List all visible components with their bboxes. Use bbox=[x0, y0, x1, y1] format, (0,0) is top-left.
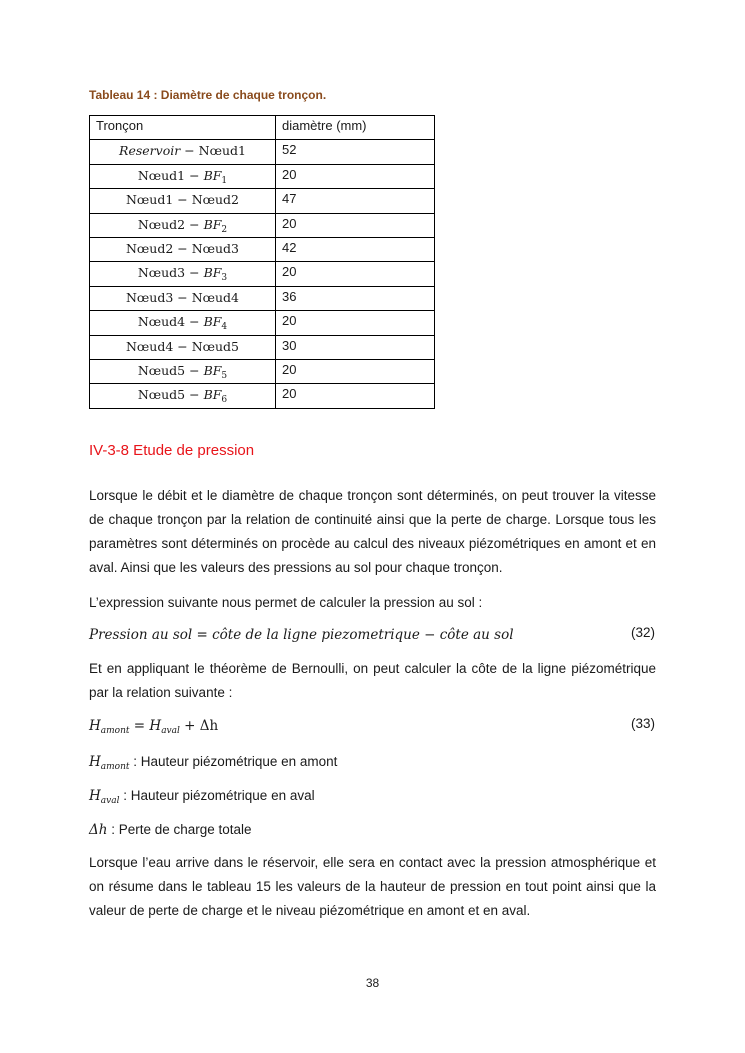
cell-diametre: 20 bbox=[276, 213, 435, 237]
eq33-mid-sub: aval bbox=[161, 726, 180, 736]
eq33-mid: = H bbox=[129, 718, 162, 734]
def3-symbol: Δh bbox=[89, 822, 108, 838]
def2-symbol: H bbox=[89, 788, 101, 804]
troncon-to-subscript: 4 bbox=[221, 322, 228, 333]
table-header-row bbox=[90, 116, 435, 140]
troncon-to: Nœud5 bbox=[191, 338, 240, 354]
troncon-from: Nœud5 bbox=[137, 387, 186, 403]
diameter-table bbox=[89, 115, 435, 409]
cell-diametre: 20 bbox=[276, 164, 435, 188]
table-row bbox=[90, 140, 435, 164]
cell-diametre: 47 bbox=[276, 189, 435, 213]
cell-troncon: Nœud1 − $BF_1$ bbox=[90, 164, 276, 188]
troncon-to: BF bbox=[203, 387, 222, 403]
cell-troncon: Nœud4 − $BF_4$ bbox=[90, 311, 276, 335]
troncon-from: Nœud2 bbox=[137, 216, 186, 232]
cell-troncon: Nœud3 − $BF_3$ bbox=[90, 262, 276, 286]
troncon-from: Reservoir bbox=[119, 143, 181, 159]
troncon-to: BF bbox=[203, 167, 222, 183]
definition-h-amont bbox=[89, 752, 337, 777]
header-troncon: Tronçon bbox=[90, 116, 276, 140]
troncon-to: BF bbox=[203, 216, 222, 232]
cell-troncon: Nœud4 − Nœud5 bbox=[90, 335, 276, 359]
equation-33-number: (33) bbox=[630, 716, 655, 731]
cell-diametre: 52 bbox=[276, 140, 435, 164]
table-row bbox=[90, 286, 435, 310]
eq33-lhs: H bbox=[89, 718, 101, 734]
cell-diametre: 20 bbox=[276, 311, 435, 335]
eq33-lhs-sub: amont bbox=[100, 726, 130, 736]
troncon-to: Nœud2 bbox=[191, 192, 240, 208]
table-row bbox=[90, 262, 435, 286]
troncon-from: Nœud4 bbox=[125, 338, 174, 354]
equation-32: Pression au sol = côte de la ligne piezometrique − côte au sol bbox=[89, 627, 514, 643]
cell-troncon: Reservoir − Nœud1 bbox=[90, 140, 276, 164]
troncon-to: Nœud4 bbox=[191, 289, 240, 305]
def1-text: : Hauteur piézométrique en amont bbox=[129, 754, 338, 769]
section-heading: IV-3-8 Etude de pression bbox=[89, 442, 255, 459]
def2-text: : Hauteur piézométrique en aval bbox=[119, 788, 315, 803]
cell-troncon: Nœud2 − $BF_2$ bbox=[90, 213, 276, 237]
troncon-from: Nœud1 bbox=[125, 192, 174, 208]
cell-diametre: 20 bbox=[276, 262, 435, 286]
troncon-to-subscript: 6 bbox=[221, 395, 228, 406]
troncon-to: BF bbox=[203, 314, 222, 330]
cell-troncon: Nœud3 − Nœud4 bbox=[90, 286, 276, 310]
paragraph-1: Lorsque le débit et le diamètre de chaque tronçon sont déterminés, on peut trouver la vitesse de chaque tronçon par la relation de continuité ainsi que la perte de charge. Lorsque tous les paramètres sont déterminés on procède au calcul des niveaux piézométriques en amont et en aval. Ainsi que les valeurs des pressions au sol pour chaque tronçon. bbox=[89, 488, 656, 575]
cell-troncon: Nœud5 − $BF_6$ bbox=[90, 384, 276, 408]
cell-diametre: 20 bbox=[276, 384, 435, 408]
troncon-from: Nœud5 bbox=[137, 362, 186, 378]
troncon-from: Nœud4 bbox=[137, 314, 186, 330]
paragraph-2: L’expression suivante nous permet de calculer la pression au sol : bbox=[89, 595, 483, 610]
troncon-to: Nœud1 bbox=[198, 143, 246, 159]
table-row bbox=[90, 213, 435, 237]
eq33-rhs: + Δh bbox=[179, 718, 219, 734]
def3-text: : Perte de charge totale bbox=[107, 822, 252, 837]
troncon-from: Nœud1 bbox=[137, 167, 186, 183]
cell-troncon: Nœud2 − Nœud3 bbox=[90, 237, 276, 261]
header-diametre: diamètre (mm) bbox=[276, 116, 435, 140]
table-row bbox=[90, 311, 435, 335]
table-caption: Tableau 14 : Diamètre de chaque tronçon. bbox=[89, 88, 327, 102]
cell-diametre: 36 bbox=[276, 286, 435, 310]
def2-sub: aval bbox=[100, 796, 120, 806]
cell-diametre: 20 bbox=[276, 359, 435, 383]
troncon-to-subscript: 1 bbox=[221, 175, 228, 186]
cell-diametre: 42 bbox=[276, 237, 435, 261]
table-row bbox=[90, 384, 435, 408]
cell-diametre: 30 bbox=[276, 335, 435, 359]
troncon-to: BF bbox=[203, 362, 222, 378]
table-row bbox=[90, 164, 435, 188]
troncon-to: Nœud3 bbox=[191, 240, 240, 256]
table-row bbox=[90, 335, 435, 359]
definition-h-aval bbox=[89, 786, 315, 811]
paragraph-3: Et en appliquant le théorème de Bernoulli, on peut calculer la côte de la ligne piézométrique par la relation suivante : bbox=[89, 661, 656, 700]
troncon-from: Nœud3 bbox=[137, 265, 186, 281]
troncon-from: Nœud3 bbox=[125, 289, 174, 305]
troncon-to: BF bbox=[203, 265, 222, 281]
table-row bbox=[90, 189, 435, 213]
def1-sub: amont bbox=[100, 762, 130, 772]
table-row bbox=[90, 237, 435, 261]
table-row bbox=[90, 359, 435, 383]
paragraph-4: Lorsque l’eau arrive dans le réservoir, elle sera en contact avec la pression atmosphérique et on résume dans le tableau 15 les valeurs de la hauteur de pression en tout point ainsi que la valeur de perte de charge et le niveau piézométrique en amont et en aval. bbox=[89, 855, 656, 918]
troncon-to-subscript: 5 bbox=[221, 370, 228, 381]
page-number: 38 bbox=[365, 976, 380, 990]
def1-symbol: H bbox=[89, 754, 101, 770]
cell-troncon: Nœud5 − $BF_5$ bbox=[90, 359, 276, 383]
troncon-to-subscript: 3 bbox=[221, 273, 228, 284]
cell-troncon: Nœud1 − Nœud2 bbox=[90, 189, 276, 213]
troncon-to-subscript: 2 bbox=[221, 224, 228, 235]
equation-33 bbox=[89, 716, 218, 741]
equation-32-number: (32) bbox=[630, 625, 655, 640]
definition-delta-h bbox=[89, 820, 252, 840]
troncon-from: Nœud2 bbox=[125, 240, 174, 256]
